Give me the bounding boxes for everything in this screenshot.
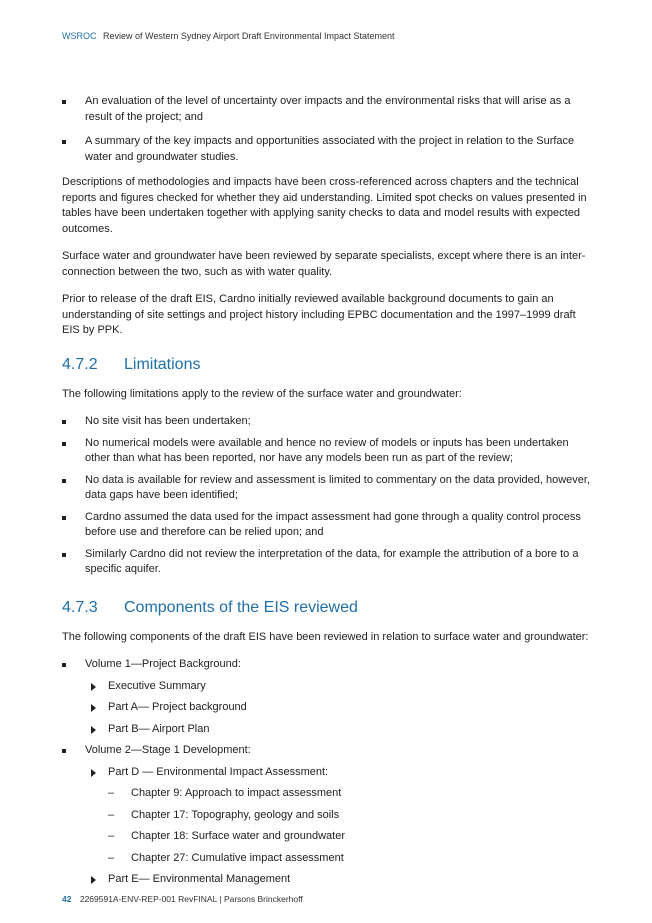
paragraph: Surface water and groundwater have been reviewed by separate specialists, except where there is an inter-connection between the two, such as with water quality.: [62, 250, 586, 278]
paragraph: The following limitations apply to the review of the surface water and groundwater:: [62, 387, 462, 400]
section-title: Limitations: [124, 355, 201, 373]
page-footer: [62, 894, 303, 904]
sub-list: [85, 765, 592, 888]
list-item: [62, 743, 592, 888]
sub-list: [85, 679, 592, 738]
page-number: 42: [62, 894, 72, 904]
chapter-list: [108, 786, 592, 866]
section-title: Components of the EIS reviewed: [124, 598, 358, 616]
section-number: 4.7.3: [62, 598, 98, 616]
list-item: Cardno assumed the data used for the impact assessment had gone through a quality control process before use and therefore can be relied upon; and: [62, 510, 592, 541]
list-item: A summary of the key impacts and opportunities associated with the project in relation to the Surface water and groundwater studies.: [62, 134, 592, 165]
components-list: [62, 657, 592, 888]
page-header: [62, 31, 394, 41]
list-item: – Chapter 9: Approach to impact assessment: [108, 786, 592, 802]
limitations-list: [62, 414, 592, 578]
section-heading-limitations: [62, 355, 592, 375]
paragraph: The following components of the draft EIS have been reviewed in relation to surface water and groundwater:: [62, 630, 589, 643]
list-item: [62, 657, 592, 737]
header-org: WSROC: [62, 31, 97, 41]
page-body: [62, 94, 592, 894]
list-item: No data is available for review and assessment is limited to commentary on the data provided, however, data gaps have been identified;: [62, 473, 592, 504]
list-item: Part A— Project background: [85, 700, 592, 716]
list-item: An evaluation of the level of uncertainty over impacts and the environmental risks that will arise as a result of the project; and: [62, 94, 592, 125]
list-item: Part E— Environmental Management: [85, 872, 592, 888]
list-item: No site visit has been undertaken;: [62, 414, 592, 430]
section-number: 4.7.2: [62, 355, 98, 373]
list-item: – Chapter 18: Surface water and groundwater: [108, 829, 592, 845]
list-item: Executive Summary: [85, 679, 592, 695]
volume-label: Volume 1—Project Background:: [85, 658, 241, 670]
paragraph: Prior to release of the draft EIS, Cardno initially reviewed available background documents to gain an understanding of site settings and project history including EPBC documentation and the 1997–1999 draft EIS by PPK.: [62, 293, 576, 336]
section-heading-components: [62, 598, 592, 618]
footer-text: 2269591A-ENV-REP-001 RevFINAL | Parsons Brinckerhoff: [79, 894, 303, 904]
header-title: Review of Western Sydney Airport Draft Environmental Impact Statement: [103, 31, 395, 41]
paragraph: Descriptions of methodologies and impacts have been cross-referenced across chapters and the technical reports and figures checked for whether they aid understanding. Limited spot checks on values presented in tables have been undertaken together with applying sanity checks to data and model results with expected outcomes.: [62, 176, 587, 235]
list-item: No numerical models were available and hence no review of models or inputs has been undertaken other than what has been reported, nor have any models been run as part of the review;: [62, 436, 592, 467]
list-item: – Chapter 17: Topography, geology and soils: [108, 808, 592, 824]
list-item: Part B— Airport Plan: [85, 722, 592, 738]
intro-bullet-list: [62, 94, 592, 165]
list-item: [85, 765, 592, 867]
list-item: Similarly Cardno did not review the interpretation of the data, for example the attribution of a bore to a specific aquifer.: [62, 547, 592, 578]
part-label: Part D — Environmental Impact Assessment:: [108, 765, 329, 778]
list-item: – Chapter 27: Cumulative impact assessment: [108, 851, 592, 867]
volume-label: Volume 2—Stage 1 Development:: [85, 744, 251, 756]
